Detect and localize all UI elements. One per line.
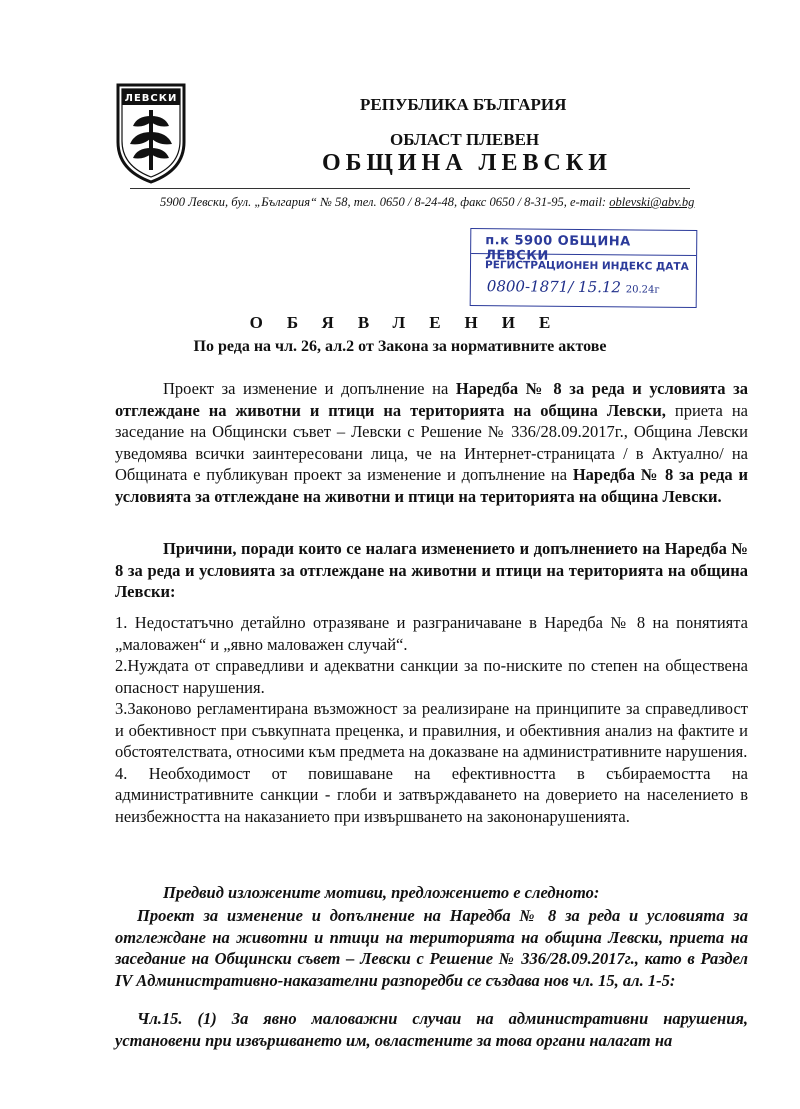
- intro-paragraph: [115, 378, 748, 507]
- reasons-list: [115, 612, 748, 827]
- stamp-labels: РЕГИСТРАЦИОНЕН ИНДЕКС ДАТА: [484, 259, 689, 273]
- republic-title: РЕПУБЛИКА БЪЛГАРИЯ: [360, 95, 567, 114]
- notice-title: ОБЯВЛЕНИЕ: [249, 313, 575, 332]
- crest-label: ЛЕВСКИ: [124, 93, 178, 104]
- registration-stamp: [470, 228, 698, 308]
- list-item: 3.Законово регламентирана възможност за реализиране на принципите за справедливост и обективност при съвкупната преценка, и правилния, и обективния анализ на фактите и обстоятелствата, относими към предмета на доказване на административните нарушения.: [115, 699, 748, 761]
- intro-text-c: приета на заседание на Общински съвет – Левски с Решение № 336/28.09.2017г., Община Левски уведомява всички заинтересовани лица, че на Интернет-страницата / в Актуално/ на Общината е публикуван проект за изменение и допълнение на: [115, 400, 748, 484]
- ordinance-title-1: Наредба № 8 за реда и условията за отглеждане на животни и птици на територията на община Левски,: [115, 379, 748, 420]
- crest-logo: [115, 82, 187, 184]
- ordinance-title-2: Наредба № 8 за реда и условията за отглеждане на животни и птици на територията на община Левски.: [115, 465, 748, 506]
- article-15-paragraph: Чл.15. (1) За явно маловажни случаи на административни нарушения, установени при извършването им, овластените за това органи налагат на: [115, 1009, 748, 1050]
- region-title: ОБЛАСТ ПЛЕВЕН: [390, 130, 540, 149]
- list-item: 4. Необходимост от повишаване на ефективността в събираемостта на административните санкции - глоби и затвърждаването на доверието на населението в неизбежността на наказанието при извършването на закононарушенията.: [115, 763, 748, 826]
- list-item: 1. Недостатъчно детайлно отразяване и разграничаване в Наредба № 8 на понятията „маловажен“ и „явно маловажен случай“.: [115, 613, 748, 654]
- email-link[interactable]: oblevski@abv.bg: [609, 195, 695, 209]
- stamp-year: 20.24г: [625, 284, 660, 296]
- stamp-index-date: 0800-1871/ 15.12: [486, 277, 622, 297]
- notice-subtitle: По реда на чл. 26, ал.2 от Закона за нормативните актове: [193, 338, 607, 355]
- reasons-heading: Причини, поради които се налага изменението и допълнението на Наредба № 8 за реда и условията за отглеждане на животни и птици на територията на община Левски:: [115, 539, 748, 601]
- municipality-title: ОБЩИНА ЛЕВСКИ: [322, 150, 612, 176]
- stamp-handwritten-index: [487, 277, 660, 297]
- motives-heading: Предвид изложените мотиви, предложението е следното:: [163, 883, 600, 902]
- proposal-paragraph: Проект за изменение и допълнение на Наредба № 8 за реда и условията за отглеждане на животни и птици на територията на община Левски, приета на заседание на Общински съвет – Левски с Решение № 336/28.09.2017г., като в Раздел IV Административно-наказателни разпоредби се създава нов чл. 15, ал. 1-5:: [115, 906, 748, 990]
- header-divider: [130, 188, 690, 189]
- intro-text-a: Проект за изменение и допълнение на: [163, 379, 456, 398]
- contact-address: [160, 195, 694, 210]
- address-text: 5900 Левски, бул. „България“ № 58, тел. 0650 / 8-24-48, факс 0650 / 8-31-95, e-mail:: [160, 195, 610, 209]
- list-item: 2.Нуждата от справедливи и адекватни санкции за по-ниските по степен на обществена опасност нарушения.: [115, 656, 748, 697]
- stamp-office: п.к 5900 ОБЩИНА ЛЕВСКИ: [485, 233, 631, 264]
